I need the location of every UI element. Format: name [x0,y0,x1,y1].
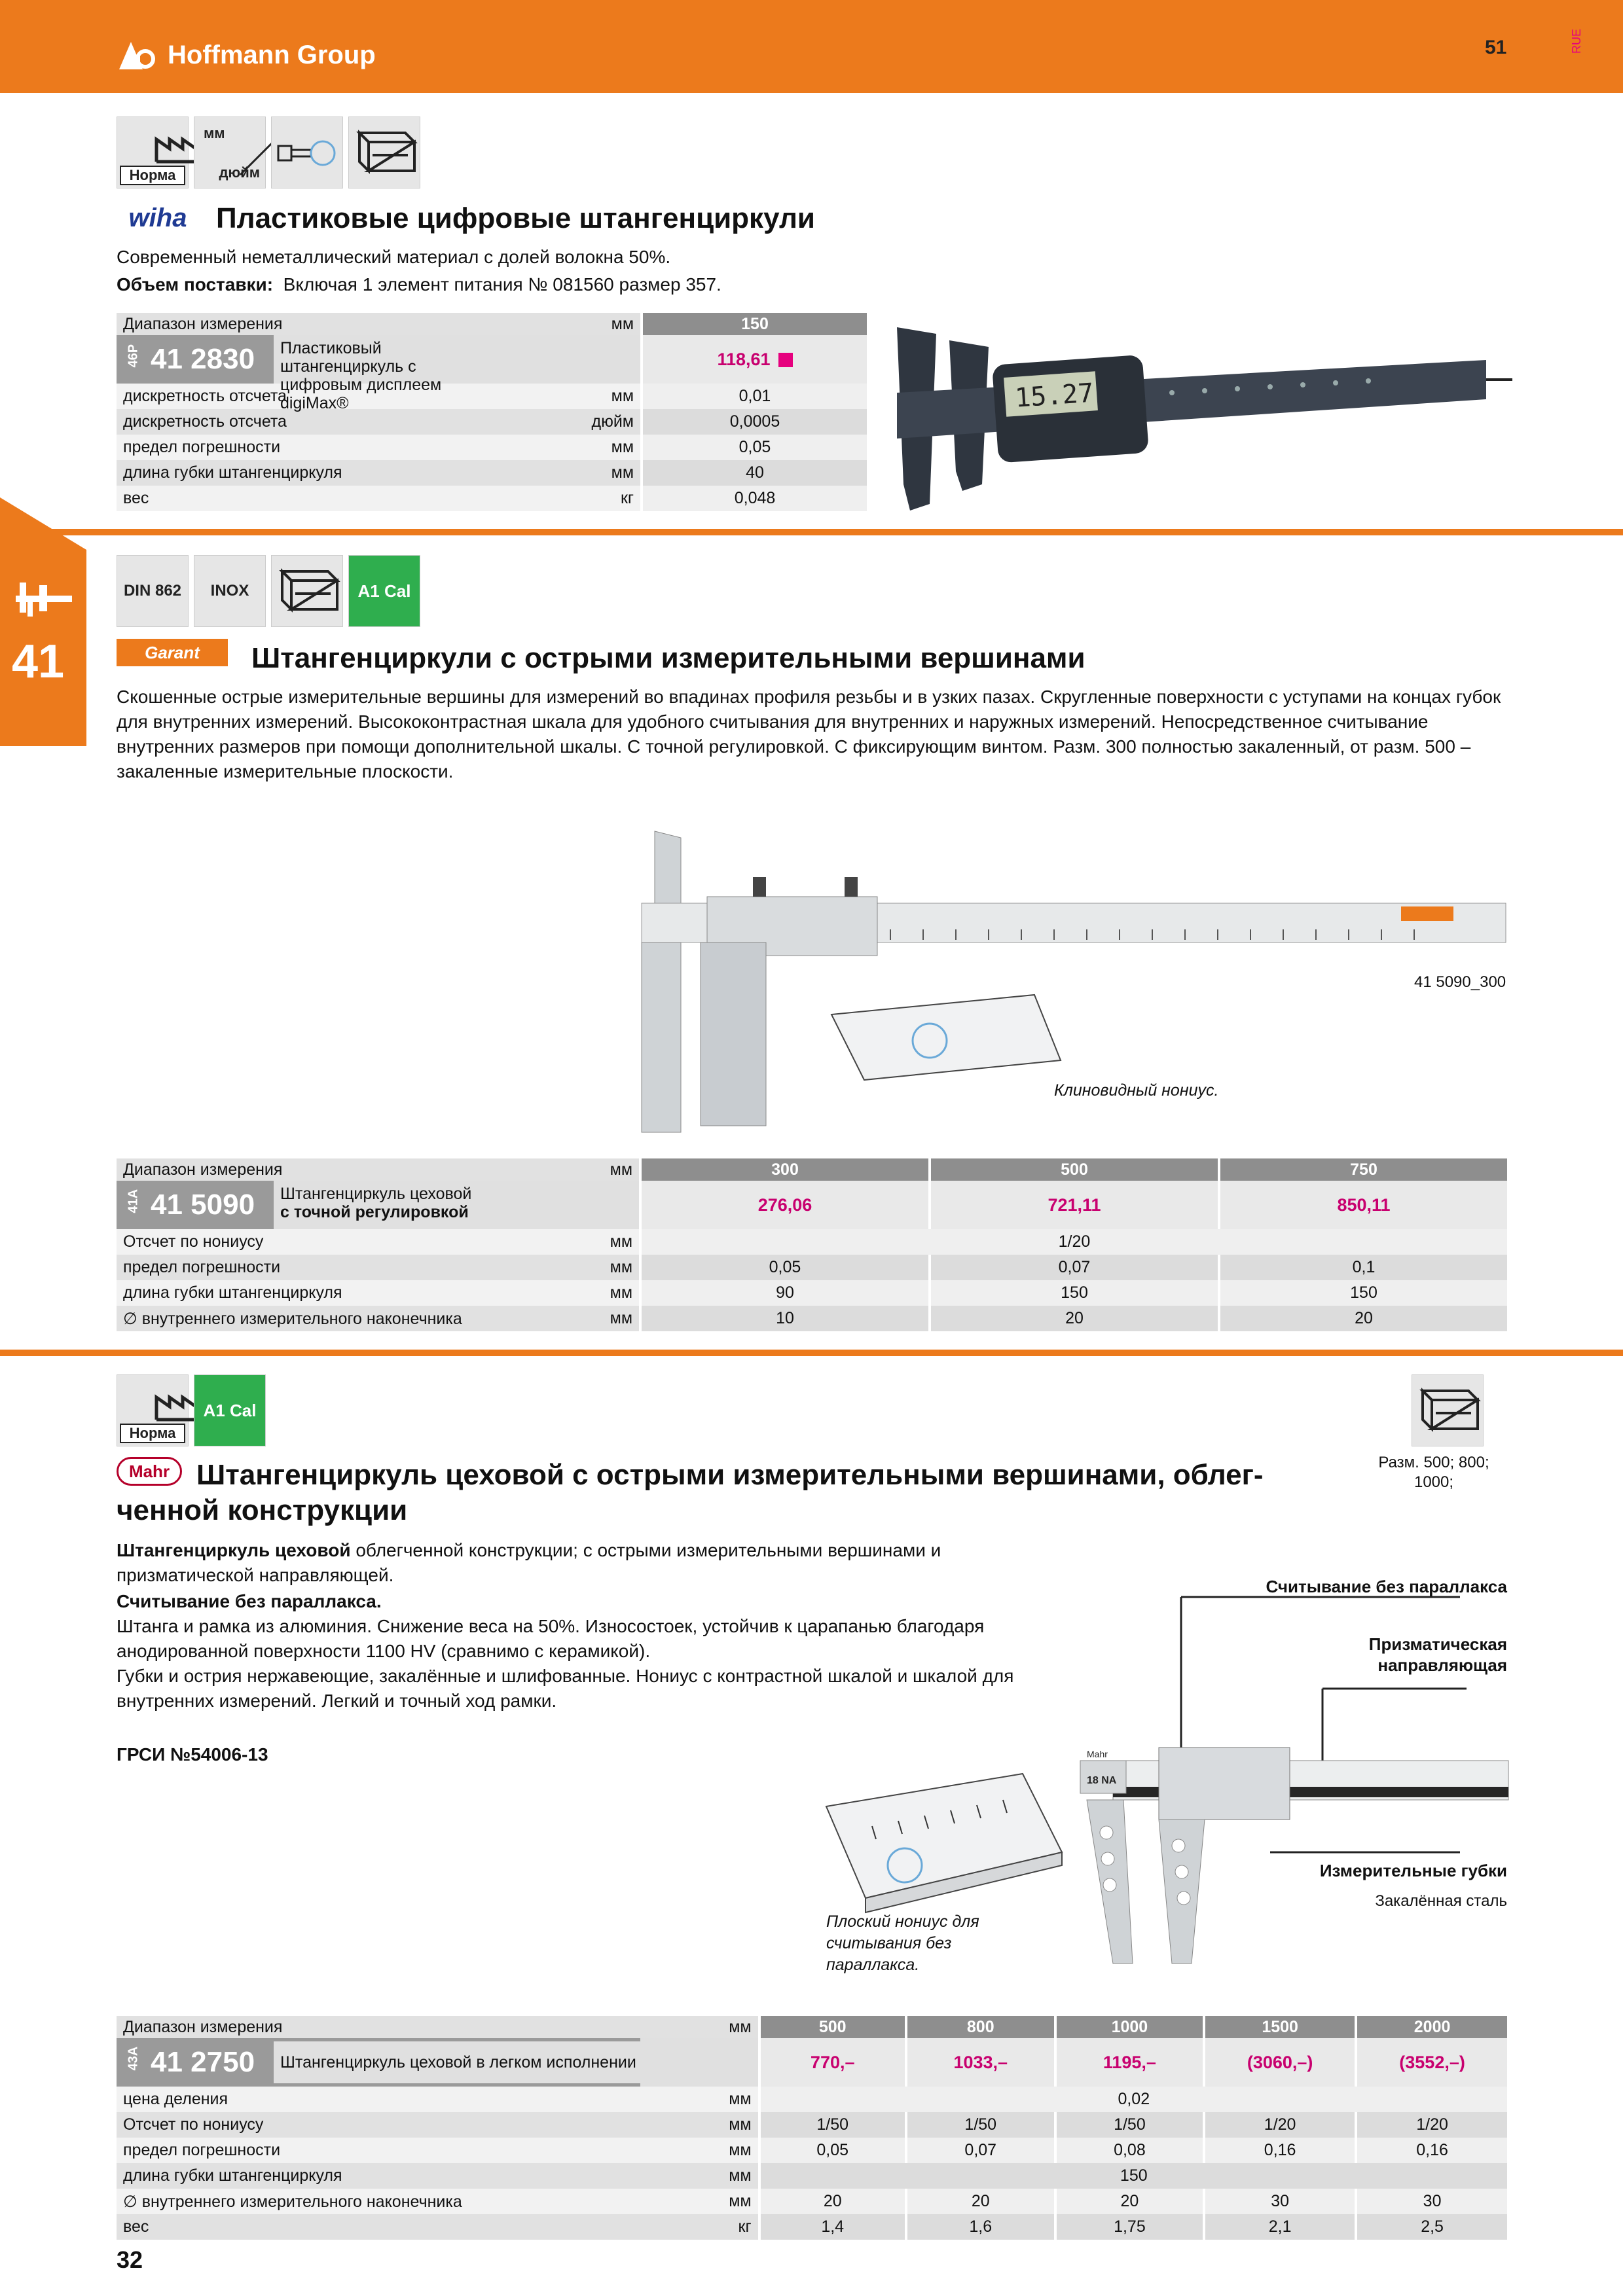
label-jaws: Измерительные губки [1319,1861,1507,1880]
a1-cal-icon-2: A1 Cal [194,1374,266,1446]
flat-vernier-caption-1: Плоский нониус для [826,1912,979,1931]
section-separator-2 [0,1350,1623,1356]
din-862-icon: DIN 862 [117,555,189,627]
depth-probe-icon [271,117,343,188]
section3-p2: Считывание без параллакса. [117,1591,382,1611]
section3-p1: Штангенциркуль цеховой облегченной конструкции; с острыми измерительными вершинами и призматической направляющей. [117,1540,941,1585]
flat-vernier-image [826,1767,1062,1918]
a1-cal-icon: A1 Cal [348,555,420,627]
section3-p4: Губки и острия нержавеющие, закалённые и шлифованные. Нониус с контрастной шкалой и шкалой для внутренних измерений. Легкий и точный ход рамки. [117,1666,1014,1711]
label-prism-2: направляющая [1377,1655,1507,1675]
garant-logo: Garant [117,639,228,666]
chapter-number: 41 [12,636,65,688]
language-code: RUE [1570,28,1583,54]
spec-table-412830: Диапазон измерения мм 150 46P 41 2830 Пластиковый штангенциркуль с цифровым дисплеем digiMax® 118,61 дискретность отсчета мм 0,01 дискретность отсчета дюйм 0,0005 предел погрешности мм 0,05 длина губки штангенциркуля мм 40 вес кг 0,048 [117,313,867,511]
case-icon-2 [271,555,343,627]
article-desc: Пластиковый штангенциркуль с цифровым дисплеем digiMax® [274,335,496,384]
label-steel: Закалённая сталь [1375,1892,1507,1910]
mahr-logo: Mahr [117,1457,182,1486]
article-desc: Штангенциркуль цеховой с точной регулировкой [274,1181,496,1229]
case-icon-3 [1412,1374,1484,1446]
label-prism-1: Призматическая [1368,1634,1507,1654]
section2-desc: Скошенные острые измерительные вершины для измерений во впадинах профиля резьбы и в узких пазах. Скругленные поверхности с уступами на концах губок для внутренних измерений. Высококонтрастная шкала для удобного считывания для внутренних и наружных измерений. Непосредственное считывание внутренних размеров при помощи дополнительной шкалы. С точной регулировкой. С фиксирующим винтом. Разм. 300 полностью закаленный, от разм. 500 – закаленные измерительные плоскости. [117,687,1501,781]
section-separator [0,529,1623,535]
case-icon [348,117,420,188]
section3-p3: Штанга и рамка из алюминия. Снижение веса на 50%. Износостоек, устойчив к царапанью благодаря анодированной поверхности 1100 HV (сравнимо с керамикой). [117,1616,985,1661]
brand-name: Hoffmann Group [168,40,376,69]
flat-vernier-caption-3: параллакса. [826,1956,920,1974]
factory-norm-icon: Норма [117,117,189,188]
article-number: 43A 41 2750 [117,2041,274,2083]
digital-caliper-image [897,314,1512,530]
factory-norm-icon-2: Норма [117,1374,189,1446]
spec-table-412750: Диапазон измерения мм 500 800 1000 1500 2000 43A 41 2750 Штангенциркуль цеховой в легком исполнении 770,– 1033,– 1195,– (3060,–) (3552,–) цена деления мм 0,02 Отсчет по нониусу мм 1/50 1/50 1/50 1/20 1/20 предел погрешности мм 0,05 0,07 0,08 0,16 0,16 длина губки штангенциркуля мм 150 ∅ внутреннего измерительного наконечника мм 20 20 20 30 30 вес кг 1,4 1,6 1,75 2,1 2,5 [117,2016,1507,2240]
section1-title: Пластиковые цифровые штангенциркули [216,202,815,234]
brand-logo [117,38,376,72]
wedge-vernier-caption: Клиновидный нониус. [1054,1081,1219,1100]
price-150: 118,61 [640,335,867,384]
article-number: 41A 41 5090 [117,1181,274,1229]
page-number: 51 [1485,37,1507,58]
price-marker-icon [778,353,793,367]
size-note: Разм. 500; 800; 1000; [1378,1454,1489,1491]
section1-desc: Современный неметаллический материал с долей волокна 50%. [117,247,671,267]
inox-icon: INOX [194,555,266,627]
svg-text:15.27: 15.27 [1013,378,1095,414]
tool-mark-label: 18 NA [1087,1775,1117,1786]
footer-page-number: 32 [117,2246,143,2273]
section3-title-line1: Штангенциркуль цеховой с острыми измерительными вершинами, облег- [196,1459,1264,1491]
header-unit: мм [496,313,640,335]
section3-title-line2: ченной конструкции [117,1494,408,1526]
section1-delivery: Объем поставки: Включая 1 элемент питания № 081560 размер 357. [117,274,721,295]
section2-title: Штангенциркули с острыми измерительными вершинами [251,642,1085,674]
flat-vernier-caption-2: считывания без [826,1934,952,1952]
tool-brand-label: Mahr [1087,1749,1108,1759]
spec-table-415090: Диапазон измерения мм 300 500 750 41A 41 5090 Штангенциркуль цеховой с точной регулировкой 276,06 721,11 850,11 Отсчет по нониусу мм 1/20 предел погрешности мм 0,05 0,07 0,1 длина губки штангенциркуля мм 90 150 150 ∅ внутреннего измерительного наконечника мм 10 20 20 [117,1158,1507,1331]
size-150: 150 [640,313,867,335]
article-desc: Штангенциркуль цеховой в легком исполнении [274,2041,640,2083]
label-parallax: Считывание без параллакса [1266,1577,1507,1596]
grsi-number: ГРСИ №54006-13 [117,1744,268,1765]
mm-inch-icon: мм дюйм [194,117,266,188]
wiha-logo: wiha [128,203,187,232]
header-label: Диапазон измерения [117,313,496,335]
hoffmann-logo-icon [117,39,162,71]
image-ref: 41 5090_300 [1414,973,1506,991]
article-number: 46P 41 2830 [117,335,274,384]
